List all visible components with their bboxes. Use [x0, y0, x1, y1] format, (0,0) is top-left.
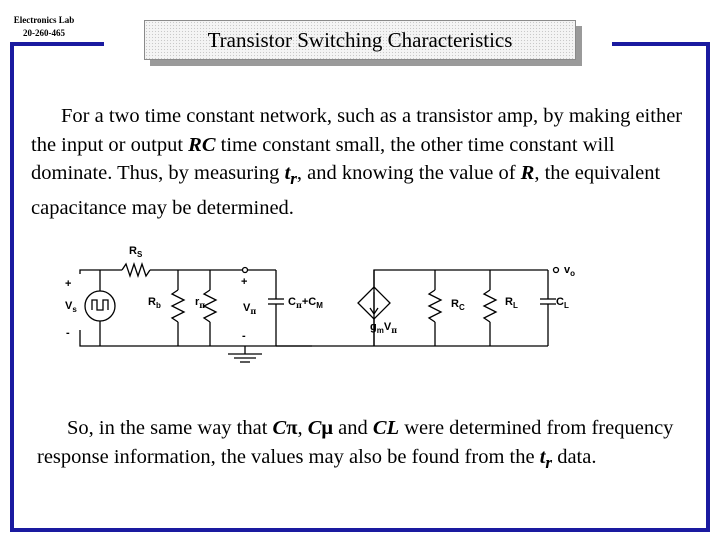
wire-source-top [80, 270, 122, 274]
lab-name: Electronics Lab [13, 15, 75, 25]
p2-mu: μ [321, 417, 334, 439]
vs-label: $V_s$ [65, 300, 77, 314]
rb-label: $R_b$ [148, 296, 161, 310]
p1-text-1: For a two time constant network, such as a transistor amp, by making either the input or output [31, 105, 683, 156]
rs-resistor [122, 264, 150, 276]
minus-input-label: - [66, 327, 70, 339]
course-number: 20-260-465 [23, 28, 65, 38]
p1-tr-sub: r [290, 169, 297, 189]
p1-rc: RC [188, 133, 216, 156]
gm-vpi-label: $g_mV_\pi$ [370, 321, 398, 335]
vpi-terminal-top [243, 268, 248, 273]
rc-label: $R_C$ [451, 298, 465, 312]
rb-resistor [172, 290, 184, 322]
p1-text-3: , and knowing the value of [296, 162, 521, 184]
p2-text-3: data. [552, 446, 597, 468]
output-terminal [554, 268, 559, 273]
p1-text-2: time constant small, the other time constant will dominate. Thus, by measuring [31, 133, 615, 184]
p2-tr-sub: r [545, 453, 553, 473]
p2-c-l: C [372, 417, 387, 439]
p2-text-1: So, in the same way that [67, 417, 273, 439]
rpi-label: $r_\pi$ [195, 296, 206, 310]
plus-input-label: + [65, 278, 72, 290]
vs-source-circle [85, 291, 115, 321]
p2-l: L [386, 417, 400, 439]
p2-text-2: were determined from frequency response information, the values may also be found from the [37, 417, 674, 468]
p2-c-mu: C [307, 417, 322, 439]
cpi-cm-label: $C_\pi+C_M$ [288, 296, 323, 310]
p2-sep: , [297, 417, 308, 439]
minus-vpi-label: - [242, 330, 246, 342]
wire-input-bottom [80, 330, 312, 346]
plus-vpi-label: + [241, 276, 248, 288]
rl-label: $R_L$ [505, 296, 518, 310]
square-wave-icon [92, 300, 108, 310]
vpi-label: $V_\pi$ [243, 302, 257, 316]
cl-label: $C_L$ [556, 296, 569, 310]
p2-pi: π [286, 417, 298, 439]
p1-text-4: , the equivalent capacitance may be determined. [31, 162, 661, 219]
rc-resistor [429, 290, 441, 322]
slide-title-text: Transistor Switching Characteristics [207, 27, 513, 52]
p1-r: R [520, 162, 535, 184]
vo-label: $v_o$ [564, 264, 576, 278]
rl-resistor [484, 290, 496, 322]
rpi-resistor [204, 290, 216, 322]
paragraph-2 [37, 414, 687, 477]
p2-tr: t [539, 446, 546, 468]
rs-label: $R_S$ [129, 245, 143, 259]
p2-c-pi: C [272, 417, 287, 439]
p1-tr: t [284, 162, 291, 184]
p2-and: and [333, 417, 373, 439]
